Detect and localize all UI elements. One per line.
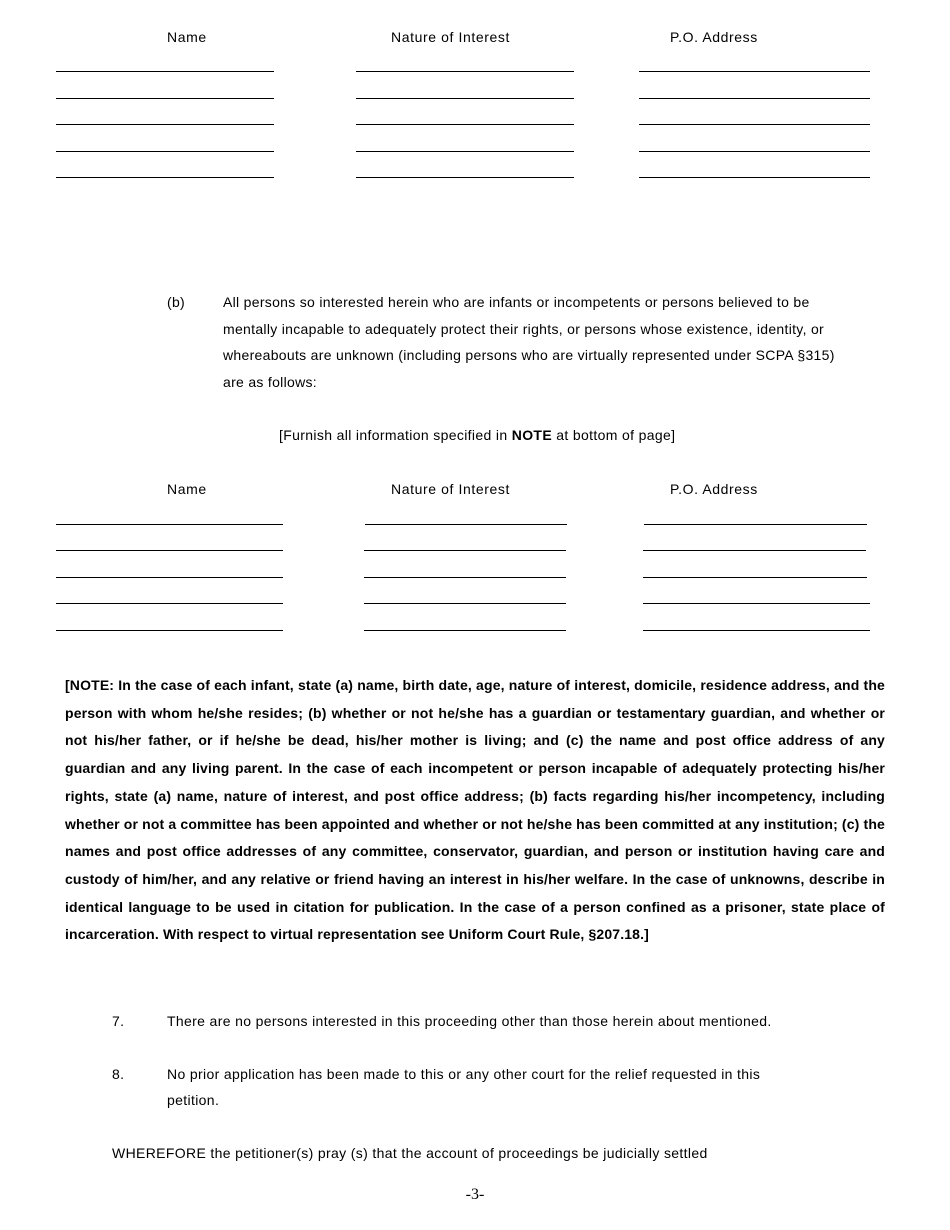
table2-name-line[interactable] bbox=[56, 603, 283, 604]
page-number: -3- bbox=[465, 1186, 485, 1203]
table2-address-line[interactable] bbox=[643, 577, 867, 578]
table1-address-line[interactable] bbox=[639, 177, 870, 178]
furnish-instruction-post: at bottom of page] bbox=[552, 427, 676, 443]
item-8-number: 8. bbox=[112, 1066, 125, 1082]
item-7-text: There are no persons interested in this proceeding other than those herein about mentioned. bbox=[167, 1013, 772, 1029]
table1-nature-line[interactable] bbox=[356, 177, 574, 178]
wherefore-clause: WHEREFORE the petitioner(s) pray (s) that the account of proceedings be judicially settled bbox=[112, 1145, 708, 1161]
table2-nature-line[interactable] bbox=[365, 524, 567, 525]
furnish-instruction-pre: [Furnish all information specified in bbox=[279, 427, 512, 443]
table1-name-line[interactable] bbox=[56, 124, 274, 125]
table1-address-line[interactable] bbox=[639, 98, 870, 99]
table1-name-line[interactable] bbox=[56, 177, 274, 178]
table1-header-address: P.O. Address bbox=[670, 29, 758, 45]
note-paragraph: [NOTE: In the case of each infant, state (a) name, birth date, age, nature of interest, domicile, residence address, and the person with whom he/she resides; (b) whether or not he/she has a guardian or testamentary guardian, and whether or not his/her father, or if he/she be dead, his/her mother is living; and (c) the name and post office address of any guardian and any living parent. In the case of each incompetent or person incapable of adequately protecting his/her rights, state (a) name, nature of interest, and post office address; (b) facts regarding his/her incompetency, including whether or not a committee has been appointed and whether or not he/she has been committed at any institution; (c) the names and post office addresses of any committee, conservator, guardian, and person or institution having care and custody of him/her, and any relative or friend having an interest in his/her welfare. In the case of unknowns, describe in identical language to be used in citation for publication. In the case of a person confined as a prisoner, state place of incarceration. With respect to virtual representation see Uniform Court Rule, §207.18.] bbox=[65, 677, 885, 943]
table1-address-line[interactable] bbox=[639, 71, 870, 72]
table2-nature-line[interactable] bbox=[364, 550, 566, 551]
table1-nature-line[interactable] bbox=[356, 124, 574, 125]
table2-header-name: Name bbox=[167, 481, 207, 497]
section-b-line: whereabouts are unknown (including persons who are virtually represented under SCPA §315) bbox=[223, 347, 835, 364]
table2-name-line[interactable] bbox=[56, 577, 283, 578]
table2-address-line[interactable] bbox=[643, 630, 870, 631]
table2-name-line[interactable] bbox=[56, 524, 283, 525]
item-8-text-line1: No prior application has been made to this or any other court for the relief requested in this bbox=[167, 1066, 761, 1082]
table1-header-name: Name bbox=[167, 29, 207, 45]
table2-address-line[interactable] bbox=[643, 603, 870, 604]
table1-nature-line[interactable] bbox=[356, 71, 574, 72]
table1-name-line[interactable] bbox=[56, 98, 274, 99]
table1-name-line[interactable] bbox=[56, 151, 274, 152]
table2-nature-line[interactable] bbox=[364, 630, 566, 631]
table2-name-line[interactable] bbox=[56, 630, 283, 631]
table1-address-line[interactable] bbox=[639, 151, 870, 152]
table1-name-line[interactable] bbox=[56, 71, 274, 72]
table1-header-nature: Nature of Interest bbox=[391, 29, 510, 45]
table2-name-line[interactable] bbox=[56, 550, 283, 551]
table2-header-nature: Nature of Interest bbox=[391, 481, 510, 497]
table2-header-address: P.O. Address bbox=[670, 481, 758, 497]
table2-nature-line[interactable] bbox=[364, 603, 566, 604]
section-b-text bbox=[223, 289, 903, 396]
section-b-line: are as follows: bbox=[223, 374, 317, 391]
furnish-instruction bbox=[279, 427, 675, 443]
table2-address-line[interactable] bbox=[644, 524, 867, 525]
table2-nature-line[interactable] bbox=[364, 577, 566, 578]
item-7-number: 7. bbox=[112, 1013, 125, 1029]
furnish-instruction-note: NOTE bbox=[511, 427, 553, 443]
table1-address-line[interactable] bbox=[639, 124, 870, 125]
table2-address-line[interactable] bbox=[643, 550, 866, 551]
table1-nature-line[interactable] bbox=[356, 151, 574, 152]
item-8-text-line2: petition. bbox=[167, 1092, 220, 1108]
section-b-line: All persons so interested herein who are infants or incompetents or persons believed to be bbox=[223, 294, 810, 310]
table1-nature-line[interactable] bbox=[356, 98, 574, 99]
section-b-line: mentally incapable to adequately protect their rights, or persons whose existence, identity, or bbox=[223, 320, 824, 337]
section-b-label: (b) bbox=[167, 294, 186, 310]
